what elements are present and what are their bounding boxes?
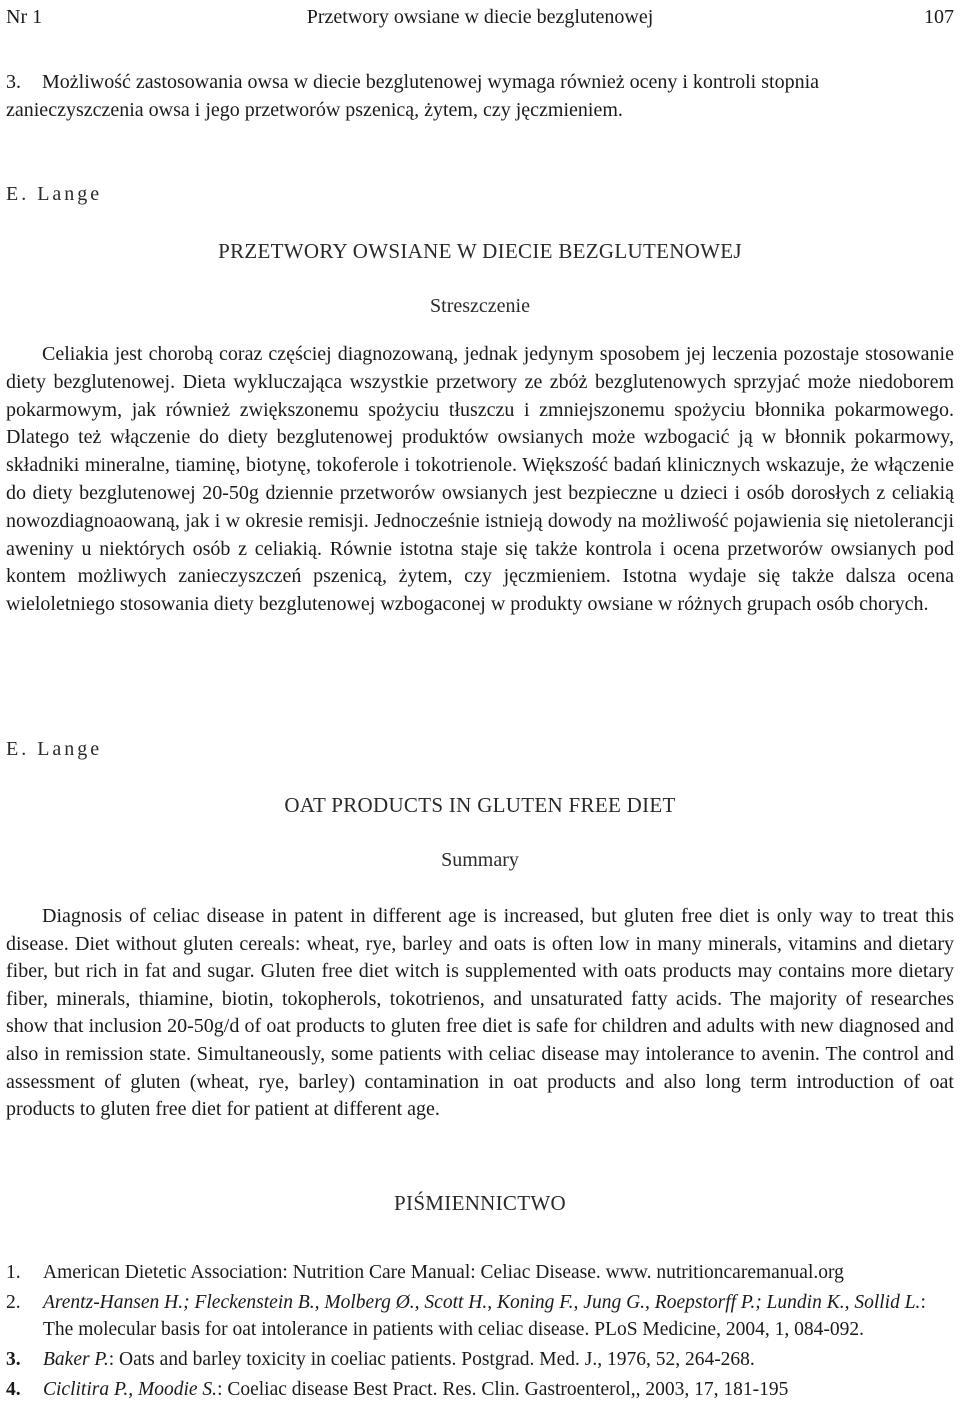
reference-text: : Coeliac disease Best Pract. Res. Clin. Gastroenterol,, 2003, 17, 181-195 <box>217 1379 789 1400</box>
issue-number: Nr 1 <box>6 6 43 28</box>
reference-authors: Ciclitira P., Moodie S. <box>43 1379 218 1400</box>
reference-number: 1. <box>6 1262 21 1283</box>
reference-item <box>6 1289 954 1343</box>
conclusion-text: Możliwość zastosowania owsa w diecie bezglutenowej wymaga również oceny i kontroli stopnia zanieczyszczenia owsa i jego przetworów pszenicą, żytem, czy jęczmieniem. <box>6 71 820 121</box>
polish-title: PRZETWORY OWSIANE W DIECIE BEZGLUTENOWEJ <box>218 239 742 263</box>
reference-authors: Baker P. <box>43 1349 109 1370</box>
reference-authors: Arentz-Hansen H.; Fleckenstein B., Molberg Ø., Scott H., Koning F., Jung G., Roepstorff P.; Lundin K., Sollid L. <box>43 1292 921 1313</box>
running-header <box>6 2 954 32</box>
reference-text: : The molecular basis for oat intolerance in patients with celiac disease. PLoS Medicine, 2004, 1, 084-092. <box>43 1292 926 1340</box>
reference-text: American Dietetic Association: Nutrition Care Manual: Celiac Disease. www. nutritioncaremanual.org <box>43 1262 844 1283</box>
references-title: PIŚMIENNICTWO <box>394 1191 566 1215</box>
reference-item <box>6 1346 954 1373</box>
reference-item <box>6 1259 954 1286</box>
reference-number: 2. <box>6 1292 21 1313</box>
reference-number: 3. <box>6 1349 21 1370</box>
reference-text: : Oats and barley toxicity in coeliac patients. Postgrad. Med. J., 1976, 52, 264-268. <box>108 1349 755 1370</box>
reference-item <box>6 1376 954 1403</box>
english-abstract-text: Diagnosis of celiac disease in patent in different age is increased, but gluten free diet is only way to treat this disease. Diet without gluten cereals: wheat, rye, barley and oats is often low in many minerals, vitamins and dietary fiber, but rich in fat and sugar. Gluten free diet witch is supplemented with oats products may contains more dietary fiber, minerals, thiamine, biotin, tokopherols, tokotrienos, and unsaturated fatty acids. The majority of researches show that inclusion 20-50g/d of oat products to gluten free diet is safe for children and adults with new diagnosed and also in remission state. Simultaneously, some patients with celiac disease may intolerance to avenin. The control and assessment of gluten (wheat, rye, barley) contamination in oat products and also long term introduction of oat products to gluten free diet for patient at different age. <box>6 905 954 1121</box>
references-list <box>6 1259 954 1406</box>
conclusion-number: 3. <box>6 71 21 93</box>
running-title: Przetwory owsiane w diecie bezglutenowej <box>306 6 654 28</box>
english-abstract-heading: Summary <box>441 849 519 871</box>
polish-author: E. Lange <box>6 183 103 205</box>
reference-number: 4. <box>6 1379 21 1400</box>
polish-abstract-text: Celiakia jest chorobą coraz częściej diagnozowaną, jednak jedynym sposobem jej leczenia pozostaje stosowanie diety bezglutenowej. Dieta wykluczająca wszystkie przetwory ze zbóż bezglutenowych sprzyjać może niedoborem pokarmowym, jak również zwiększonemu spożyciu tłuszczu i zmniejszonemu spożyciu błonnika pokarmowego. Dlatego też włączenie do diety bezglutenowej produktów owsianych może wzbogacić ją w błonnik pokarmowy, składniki mineralne, tiaminę, biotynę, tokoferole i tokotrienole. Większość badań klinicznych wskazuje, że włączenie do diety bezglutenowej 20-50g dziennie przetworów owsianych jest bezpieczne u dzieci i osób dorosłych z celiakią nowozdiagnoaowaną, jak i w okresie remisji. Jednocześnie istnieją dowody na możliwość pojawienia się nietolerancji aweniny u niektórych osób z celiakią. Równie istotna staje się także kontrola i ocena przetworów owsianych pod kontem możliwych zanieczyszczeń pszenicą, żytem, czy jęczmieniem. Istotna wydaje się także dalsza ocena wieloletniego stosowania diety bezglutenowej wzbogaconej w produkty owsiane w różnych grupach osób chorych. <box>6 343 954 616</box>
english-title: OAT PRODUCTS IN GLUTEN FREE DIET <box>284 793 676 817</box>
conclusion-item <box>6 68 954 124</box>
polish-abstract-heading: Streszczenie <box>430 295 530 317</box>
english-author: E. Lange <box>6 738 103 760</box>
page-number: 107 <box>924 6 954 28</box>
